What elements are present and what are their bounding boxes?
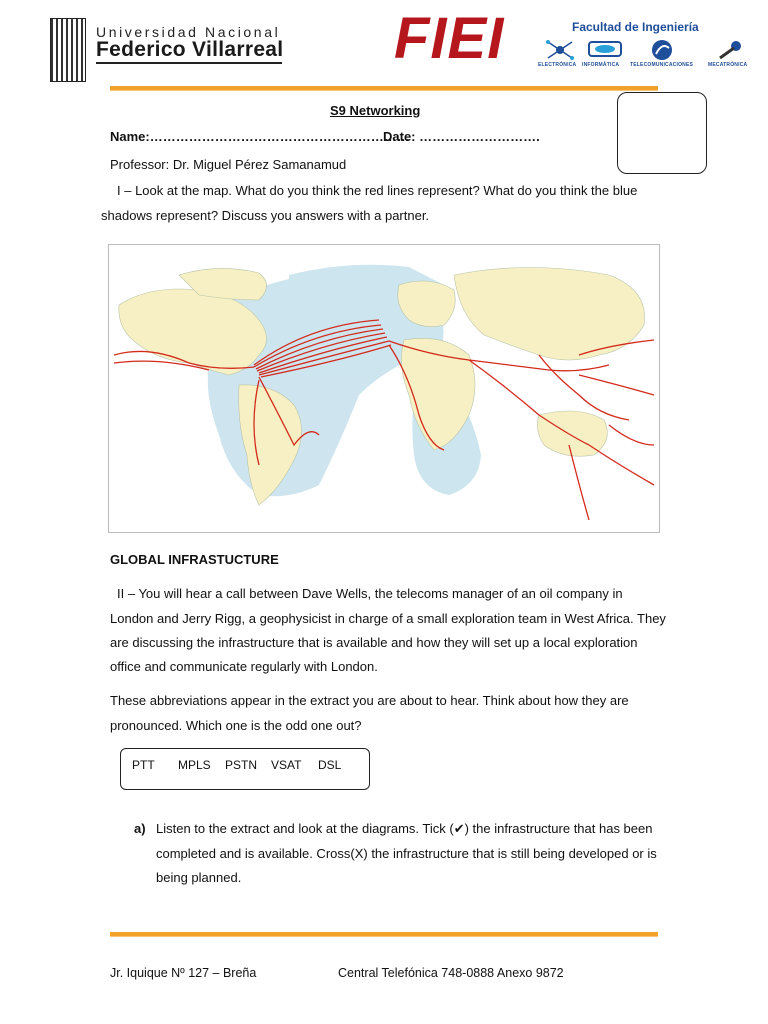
task-a-line2: completed and is available. Cross(X) the infrastructure that is still being developed or is [156, 846, 657, 861]
abbr-intro-line1: These abbreviations appear in the extract you are about to hear. Think about how they are [110, 693, 629, 708]
dept-label-mechatronics: MECATRÓNICA [708, 62, 748, 68]
section1-line2: shadows represent? Discuss you answers with a partner. [101, 208, 430, 223]
footer-address: Jr. Iquique Nº 127 – Breña [110, 966, 257, 980]
fiei-logo: FIEI [394, 6, 505, 71]
computer-icon [585, 38, 625, 62]
task-a-marker: a) [134, 821, 146, 836]
photo-box [617, 92, 707, 174]
abbr-dsl: DSL [318, 758, 342, 772]
university-name-line1: Universidad Nacional [96, 24, 281, 40]
abbr-vsat: VSAT [271, 758, 302, 772]
dept-label-electronics: ELECTRÓNICA [538, 62, 577, 68]
abbr-ptt: PTT [132, 758, 155, 772]
electronics-icon [540, 38, 580, 62]
section2-line1: II – You will hear a call between Dave Wells, the telecoms manager of an oil company in [117, 586, 623, 601]
abbr-mpls: MPLS [178, 758, 211, 772]
task-a-line3: being planned. [156, 870, 242, 885]
abbr-pstn: PSTN [225, 758, 258, 772]
worksheet-title: S9 Networking [330, 103, 421, 118]
name-field-label: Name:…………………………………………………… [110, 129, 410, 144]
section2-line3: are discussing the infrastructure that is available and how they will set up a local exploration [110, 635, 638, 650]
footer-phone: Central Telefónica 748-0888 Anexo 9872 [338, 966, 564, 980]
robot-arm-icon [710, 38, 750, 62]
footer-divider [110, 932, 658, 936]
university-underline [96, 62, 282, 64]
dept-label-informatics: INFORMÁTICA [582, 62, 620, 68]
dept-label-telecom: TELECOMUNICACIONES [630, 62, 694, 68]
section1-line1: I – Look at the map. What do you think the red lines represent? What do you think the blue [117, 183, 638, 198]
professor-line: Professor: Dr. Miguel Pérez Samanamud [110, 157, 347, 172]
university-name-line2: Federico Villarreal [96, 38, 284, 61]
section2-heading: GLOBAL INFRASTUCTURE [110, 552, 279, 567]
section2-line4: office and communicate regularly with London. [110, 659, 378, 674]
faculty-title: Facultad de Ingeniería [572, 20, 699, 34]
task-a-line1: Listen to the extract and look at the diagrams. Tick (✔) the infrastructure that has been [156, 821, 653, 836]
university-seal-logo [50, 18, 86, 82]
section2-line2: London and Jerry Rigg, a geophysicist in charge of a small exploration team in West Africa. They [110, 611, 666, 626]
header-divider [110, 86, 658, 90]
date-field-label: Date: ………………………. [383, 129, 540, 144]
satellite-dish-icon [642, 38, 682, 62]
abbr-intro-line2: pronounced. Which one is the odd one out? [110, 718, 362, 733]
submarine-cable-map [108, 244, 660, 533]
